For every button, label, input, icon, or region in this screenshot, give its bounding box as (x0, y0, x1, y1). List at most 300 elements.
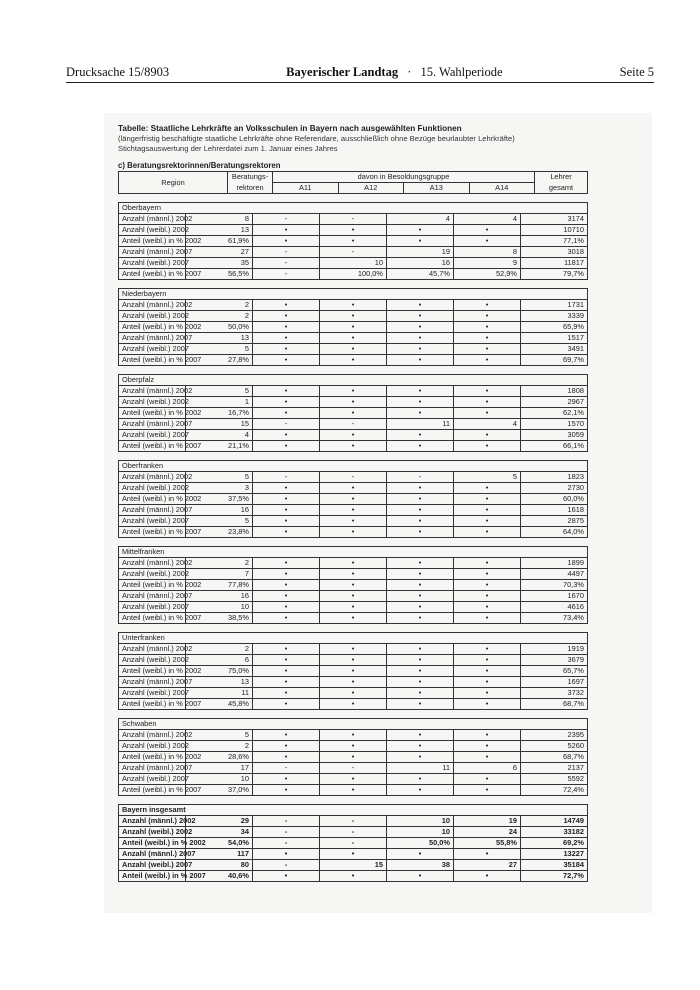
row-label: Anzahl (weibl.) 2002 (119, 397, 186, 408)
beratungsrektoren-value: 23,8% (186, 527, 253, 538)
region-table (118, 288, 588, 366)
a12-value: • (320, 752, 387, 763)
lehrer-gesamt-value: 3018 (521, 247, 588, 258)
lehrer-gesamt-value: 3679 (521, 655, 588, 666)
a12-value: • (320, 558, 387, 569)
lehrer-gesamt-value: 69,2% (521, 838, 588, 849)
a12-value: • (320, 688, 387, 699)
table-row (119, 827, 588, 838)
lehrer-gesamt-value: 65,7% (521, 666, 588, 677)
lehrer-gesamt-value: 65,9% (521, 322, 588, 333)
row-label: Anteil (weibl.) in % 2007 (119, 613, 186, 624)
beratungsrektoren-value: 80 (186, 860, 253, 871)
a11-value: - (253, 214, 320, 225)
beratungsrektoren-value: 16 (186, 505, 253, 516)
a13-value: • (387, 591, 454, 602)
lehrer-gesamt-value: 11817 (521, 258, 588, 269)
region-block (118, 718, 632, 796)
row-label: Anzahl (männl.) 2007 (119, 849, 186, 860)
a14-value: • (454, 569, 521, 580)
region-block (118, 546, 632, 624)
region-block (118, 202, 632, 280)
region-blocks (118, 202, 632, 882)
a12-value: • (320, 871, 387, 882)
a12-value: • (320, 580, 387, 591)
row-label: Anteil (weibl.) in % 2002 (119, 666, 186, 677)
a11-value: • (253, 741, 320, 752)
table-row (119, 355, 588, 366)
row-label: Anteil (weibl.) in % 2002 (119, 752, 186, 763)
header-beratungsrektoren-2: rektoren (228, 183, 273, 194)
table-row (119, 655, 588, 666)
lehrer-gesamt-value: 2395 (521, 730, 588, 741)
a14-value: • (454, 613, 521, 624)
region-name: Oberbayern (119, 203, 588, 214)
a14-value: 52,9% (454, 269, 521, 280)
lehrer-gesamt-value: 60,0% (521, 494, 588, 505)
beratungsrektoren-value: 27,8% (186, 355, 253, 366)
a13-value: - (387, 472, 454, 483)
header-a11: A11 (273, 183, 339, 194)
a13-value: • (387, 741, 454, 752)
row-label: Anzahl (weibl.) 2002 (119, 827, 186, 838)
a13-value: • (387, 677, 454, 688)
a11-value: • (253, 699, 320, 710)
a12-value: • (320, 344, 387, 355)
table-row (119, 666, 588, 677)
lehrer-gesamt-value: 1697 (521, 677, 588, 688)
row-label: Anzahl (männl.) 2007 (119, 763, 186, 774)
row-label: Anteil (weibl.) in % 2007 (119, 527, 186, 538)
lehrer-gesamt-value: 3059 (521, 430, 588, 441)
a13-value: • (387, 408, 454, 419)
a11-value: • (253, 613, 320, 624)
a11-value: - (253, 827, 320, 838)
a13-value: • (387, 322, 454, 333)
a13-value: • (387, 666, 454, 677)
a14-value: • (454, 558, 521, 569)
a13-value: 11 (387, 763, 454, 774)
a12-value: - (320, 247, 387, 258)
table-row (119, 483, 588, 494)
table-subtitle: (längerfristig beschäftigte staatliche Lehrkräfte ohne Referendare, ausschließlich ohne Bezüge beurlaubter Lehrkräfte) (118, 134, 515, 143)
lehrer-gesamt-value: 5260 (521, 741, 588, 752)
beratungsrektoren-value: 8 (186, 214, 253, 225)
table-row (119, 258, 588, 269)
lehrer-gesamt-value: 69,7% (521, 355, 588, 366)
a13-value: • (387, 311, 454, 322)
row-label: Anzahl (weibl.) 2002 (119, 311, 186, 322)
region-block (118, 632, 632, 710)
lehrer-gesamt-value: 3174 (521, 214, 588, 225)
a12-value: • (320, 677, 387, 688)
a13-value: • (387, 580, 454, 591)
row-label: Anzahl (weibl.) 2007 (119, 258, 186, 269)
beratungsrektoren-value: 5 (186, 730, 253, 741)
beratungsrektoren-value: 16,7% (186, 408, 253, 419)
lehrer-gesamt-value: 1618 (521, 505, 588, 516)
a11-value: • (253, 355, 320, 366)
header-beratungsrektoren-1: Beratungs- (228, 172, 273, 183)
beratungsrektoren-value: 2 (186, 741, 253, 752)
a14-value: • (454, 483, 521, 494)
table-row (119, 774, 588, 785)
a13-value: • (387, 494, 454, 505)
beratungsrektoren-value: 50,0% (186, 322, 253, 333)
a11-value: - (253, 419, 320, 430)
lehrer-gesamt-value: 72,4% (521, 785, 588, 796)
table-row (119, 569, 588, 580)
a12-value: - (320, 827, 387, 838)
beratungsrektoren-value: 37,0% (186, 785, 253, 796)
table-container (118, 123, 632, 882)
a13-value: • (387, 516, 454, 527)
row-label: Anzahl (männl.) 2007 (119, 505, 186, 516)
a13-value: • (387, 333, 454, 344)
a14-value: 8 (454, 247, 521, 258)
a14-value: 24 (454, 827, 521, 838)
row-label: Anzahl (männl.) 2002 (119, 558, 186, 569)
table-row (119, 613, 588, 624)
row-label: Anzahl (weibl.) 2007 (119, 430, 186, 441)
row-label: Anzahl (männl.) 2002 (119, 472, 186, 483)
beratungsrektoren-value: 11 (186, 688, 253, 699)
a14-value: • (454, 644, 521, 655)
lehrer-gesamt-value: 4616 (521, 602, 588, 613)
beratungsrektoren-value: 29 (186, 816, 253, 827)
a14-value: • (454, 774, 521, 785)
a12-value: • (320, 355, 387, 366)
beratungsrektoren-value: 16 (186, 591, 253, 602)
a14-value: • (454, 666, 521, 677)
row-label: Anzahl (männl.) 2002 (119, 816, 186, 827)
a14-value: • (454, 322, 521, 333)
a12-value: - (320, 763, 387, 774)
beratungsrektoren-value: 3 (186, 483, 253, 494)
landtag-name: Bayerischer Landtag (286, 65, 399, 79)
a12-value: • (320, 386, 387, 397)
region-name: Bayern insgesamt (119, 805, 588, 816)
row-label: Anzahl (männl.) 2002 (119, 730, 186, 741)
a13-value: 38 (387, 860, 454, 871)
region-table (118, 546, 588, 624)
region-name: Oberfranken (119, 461, 588, 472)
table-row (119, 322, 588, 333)
lehrer-gesamt-value: 2967 (521, 397, 588, 408)
beratungsrektoren-value: 2 (186, 311, 253, 322)
lehrer-gesamt-value: 3732 (521, 688, 588, 699)
row-label: Anteil (weibl.) in % 2002 (119, 580, 186, 591)
row-label: Anzahl (männl.) 2002 (119, 644, 186, 655)
a11-value: • (253, 666, 320, 677)
a11-value: • (253, 558, 320, 569)
a13-value: • (387, 236, 454, 247)
a12-value: - (320, 419, 387, 430)
a13-value: 10 (387, 816, 454, 827)
a11-value: • (253, 785, 320, 796)
table-row (119, 752, 588, 763)
page-header (66, 63, 654, 83)
table-row (119, 688, 588, 699)
row-label: Anzahl (männl.) 2007 (119, 419, 186, 430)
lehrer-gesamt-value: 2875 (521, 516, 588, 527)
a14-value: • (454, 355, 521, 366)
a13-value: • (387, 300, 454, 311)
beratungsrektoren-value: 56,5% (186, 269, 253, 280)
lehrer-gesamt-value: 3491 (521, 344, 588, 355)
a12-value: 15 (320, 860, 387, 871)
a13-value: 4 (387, 214, 454, 225)
a14-value: • (454, 494, 521, 505)
beratungsrektoren-value: 5 (186, 344, 253, 355)
lehrer-gesamt-value: 68,7% (521, 699, 588, 710)
a11-value: • (253, 591, 320, 602)
a11-value: • (253, 483, 320, 494)
lehrer-gesamt-value: 1823 (521, 472, 588, 483)
row-label: Anteil (weibl.) in % 2002 (119, 838, 186, 849)
a14-value: • (454, 397, 521, 408)
a13-value: • (387, 613, 454, 624)
a11-value: • (253, 397, 320, 408)
a12-value: • (320, 408, 387, 419)
a11-value: • (253, 774, 320, 785)
row-label: Anteil (weibl.) in % 2007 (119, 871, 186, 882)
header-lehrer-1: Lehrer (535, 172, 588, 183)
a11-value: • (253, 688, 320, 699)
beratungsrektoren-value: 4 (186, 430, 253, 441)
table-row (119, 408, 588, 419)
a13-value: 10 (387, 827, 454, 838)
a11-value: - (253, 269, 320, 280)
a11-value: • (253, 441, 320, 452)
header-separator: · (407, 65, 412, 79)
a13-value: • (387, 397, 454, 408)
lehrer-gesamt-value: 35184 (521, 860, 588, 871)
beratungsrektoren-value: 5 (186, 472, 253, 483)
table-row (119, 741, 588, 752)
a11-value: • (253, 871, 320, 882)
beratungsrektoren-value: 27 (186, 247, 253, 258)
row-label: Anteil (weibl.) in % 2002 (119, 236, 186, 247)
a11-value: • (253, 494, 320, 505)
a12-value: • (320, 569, 387, 580)
table-row (119, 644, 588, 655)
a12-value: • (320, 730, 387, 741)
a14-value: • (454, 430, 521, 441)
beratungsrektoren-value: 40,6% (186, 871, 253, 882)
table-row (119, 505, 588, 516)
row-label: Anteil (weibl.) in % 2007 (119, 441, 186, 452)
lehrer-gesamt-value: 1517 (521, 333, 588, 344)
table-row (119, 785, 588, 796)
a12-value: • (320, 333, 387, 344)
a11-value: - (253, 838, 320, 849)
page-number: Seite 5 (619, 65, 654, 79)
header-a12: A12 (338, 183, 404, 194)
a12-value: • (320, 613, 387, 624)
header-a13: A13 (404, 183, 470, 194)
a11-value: • (253, 752, 320, 763)
a12-value: • (320, 591, 387, 602)
a12-value: 100,0% (320, 269, 387, 280)
a11-value: • (253, 408, 320, 419)
a14-value: • (454, 300, 521, 311)
table-row (119, 472, 588, 483)
a14-value: • (454, 730, 521, 741)
beratungsrektoren-value: 2 (186, 300, 253, 311)
table-row (119, 699, 588, 710)
a14-value: • (454, 311, 521, 322)
a12-value: • (320, 505, 387, 516)
row-label: Anzahl (männl.) 2007 (119, 247, 186, 258)
a13-value: 16 (387, 258, 454, 269)
a12-value: • (320, 849, 387, 860)
a12-value: - (320, 816, 387, 827)
region-table (118, 202, 588, 280)
row-label: Anzahl (weibl.) 2002 (119, 741, 186, 752)
lehrer-gesamt-value: 10710 (521, 225, 588, 236)
row-label: Anteil (weibl.) in % 2002 (119, 494, 186, 505)
a12-value: 10 (320, 258, 387, 269)
a14-value: • (454, 602, 521, 613)
table-row (119, 677, 588, 688)
a12-value: • (320, 225, 387, 236)
row-label: Anteil (weibl.) in % 2007 (119, 269, 186, 280)
region-block (118, 460, 632, 538)
a12-value: • (320, 655, 387, 666)
a13-value: • (387, 849, 454, 860)
beratungsrektoren-value: 54,0% (186, 838, 253, 849)
publisher-title (286, 65, 502, 80)
table-row (119, 580, 588, 591)
a14-value: • (454, 655, 521, 666)
row-label: Anzahl (männl.) 2002 (119, 300, 186, 311)
table-row (119, 763, 588, 774)
a13-value: • (387, 430, 454, 441)
region-block (118, 288, 632, 366)
a12-value: - (320, 472, 387, 483)
a14-value: 27 (454, 860, 521, 871)
a14-value: • (454, 849, 521, 860)
beratungsrektoren-value: 2 (186, 644, 253, 655)
beratungsrektoren-value: 61,9% (186, 236, 253, 247)
a12-value: • (320, 300, 387, 311)
row-label: Anteil (weibl.) in % 2002 (119, 322, 186, 333)
a13-value: • (387, 730, 454, 741)
row-label: Anzahl (weibl.) 2002 (119, 225, 186, 236)
a12-value: • (320, 322, 387, 333)
header-lehrer-2: gesamt (535, 183, 588, 194)
table-row (119, 838, 588, 849)
a13-value: • (387, 774, 454, 785)
a14-value: • (454, 688, 521, 699)
a12-value: • (320, 774, 387, 785)
beratungsrektoren-value: 1 (186, 397, 253, 408)
row-label: Anteil (weibl.) in % 2007 (119, 699, 186, 710)
a13-value: • (387, 644, 454, 655)
lehrer-gesamt-value: 3339 (521, 311, 588, 322)
lehrer-gesamt-value: 1899 (521, 558, 588, 569)
beratungsrektoren-value: 13 (186, 677, 253, 688)
table-row (119, 558, 588, 569)
a11-value: • (253, 386, 320, 397)
table-row (119, 311, 588, 322)
a13-value: • (387, 655, 454, 666)
a13-value: 45,7% (387, 269, 454, 280)
header-region: Region (119, 172, 228, 194)
a13-value: • (387, 785, 454, 796)
region-table (118, 632, 588, 710)
a14-value: 55,8% (454, 838, 521, 849)
a11-value: - (253, 860, 320, 871)
a11-value: • (253, 505, 320, 516)
a12-value: • (320, 741, 387, 752)
lehrer-gesamt-value: 73,4% (521, 613, 588, 624)
a13-value: 19 (387, 247, 454, 258)
a11-value: • (253, 730, 320, 741)
row-label: Anzahl (männl.) 2002 (119, 386, 186, 397)
a14-value: • (454, 225, 521, 236)
a14-value: • (454, 386, 521, 397)
lehrer-gesamt-value: 62,1% (521, 408, 588, 419)
beratungsrektoren-value: 5 (186, 386, 253, 397)
beratungsrektoren-value: 10 (186, 774, 253, 785)
table-section-title: c) Beratungsrektorinnen/Beratungsrektoren (118, 161, 281, 170)
a12-value: • (320, 785, 387, 796)
a11-value: • (253, 225, 320, 236)
lehrer-gesamt-value: 68,7% (521, 752, 588, 763)
lehrer-gesamt-value: 64,0% (521, 527, 588, 538)
a11-value: • (253, 344, 320, 355)
lehrer-gesamt-value: 1919 (521, 644, 588, 655)
beratungsrektoren-value: 45,8% (186, 699, 253, 710)
table-row (119, 269, 588, 280)
lehrer-gesamt-value: 5592 (521, 774, 588, 785)
beratungsrektoren-value: 5 (186, 516, 253, 527)
a13-value: 50,0% (387, 838, 454, 849)
lehrer-gesamt-value: 1670 (521, 591, 588, 602)
a12-value: • (320, 516, 387, 527)
a12-value: • (320, 397, 387, 408)
table-row (119, 871, 588, 882)
beratungsrektoren-value: 34 (186, 827, 253, 838)
row-label: Anzahl (weibl.) 2002 (119, 655, 186, 666)
a14-value: • (454, 344, 521, 355)
a11-value: • (253, 333, 320, 344)
a13-value: • (387, 871, 454, 882)
table-row (119, 333, 588, 344)
table-row (119, 591, 588, 602)
a13-value: • (387, 688, 454, 699)
row-label: Anzahl (weibl.) 2002 (119, 569, 186, 580)
lehrer-gesamt-value: 1808 (521, 386, 588, 397)
a12-value: • (320, 644, 387, 655)
beratungsrektoren-value: 75,0% (186, 666, 253, 677)
a12-value: - (320, 838, 387, 849)
table-row (119, 516, 588, 527)
a14-value: • (454, 441, 521, 452)
region-table (118, 804, 588, 882)
a13-value: • (387, 441, 454, 452)
a13-value: • (387, 558, 454, 569)
lehrer-gesamt-value: 33182 (521, 827, 588, 838)
a11-value: • (253, 677, 320, 688)
row-label: Anteil (weibl.) in % 2007 (119, 785, 186, 796)
a11-value: - (253, 763, 320, 774)
table-row (119, 527, 588, 538)
region-table (118, 718, 588, 796)
a12-value: • (320, 236, 387, 247)
